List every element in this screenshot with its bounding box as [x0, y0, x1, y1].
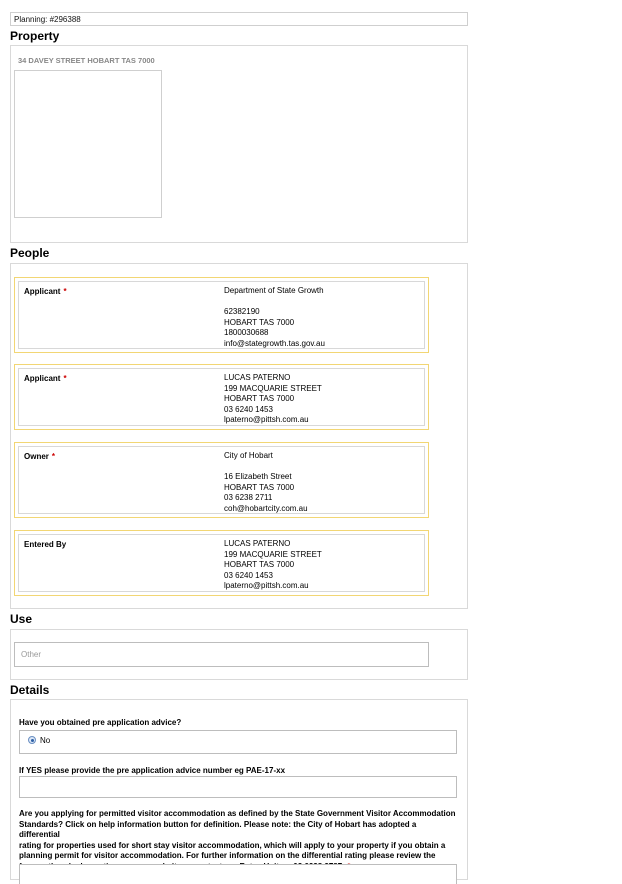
visitor-accommodation-input[interactable]	[19, 864, 457, 884]
person-details	[224, 451, 308, 514]
person-details	[224, 539, 322, 592]
use-placeholder: Other	[21, 650, 42, 659]
person-details	[224, 286, 325, 349]
required-marker: *	[63, 374, 67, 383]
person-role: Owner *	[24, 452, 56, 461]
pae-number-input[interactable]	[19, 776, 457, 798]
no-radio[interactable]	[28, 736, 36, 744]
person-line: 16 Elizabeth Street	[224, 472, 292, 481]
question-line: rating for properties used for short stay visitor accommodation, which will apply to your property if you obtain a	[19, 840, 446, 850]
person-line: City of Hobart	[224, 451, 273, 460]
person-role: Applicant *	[24, 287, 67, 296]
property-heading: Property	[10, 29, 60, 43]
no-radio-label[interactable]: No	[40, 736, 51, 745]
person-role: Entered By	[24, 540, 67, 549]
person-card-applicant-1[interactable]	[14, 277, 429, 353]
required-marker: *	[63, 287, 67, 296]
person-line: info@stategrowth.tas.gov.au	[224, 338, 325, 348]
person-line: HOBART TAS 7000	[224, 482, 295, 492]
person-card-owner[interactable]	[14, 442, 429, 518]
person-line	[224, 462, 308, 473]
required-marker: *	[51, 452, 56, 461]
person-line: Department of State Growth	[224, 286, 324, 295]
person-line: LUCAS PATERNO	[224, 539, 291, 548]
person-line: lpaterno@pittsh.com.au	[224, 581, 309, 590]
person-card-applicant-2[interactable]	[14, 364, 429, 430]
person-card-entered-by[interactable]	[14, 530, 429, 596]
person-line: LUCAS PATERNO	[224, 373, 291, 382]
person-line: 03 6240 1453	[224, 570, 273, 580]
person-line	[224, 297, 325, 308]
question-line: planning permit for visitor accommodation. For further information on the differential rating please review the	[19, 851, 436, 860]
person-line: lpaterno@pittsh.com.au	[224, 415, 309, 424]
person-line: 199 MACQUARIE STREET	[224, 383, 322, 393]
person-details	[224, 373, 322, 426]
planning-reference: Planning: #296388	[10, 12, 468, 26]
person-line: HOBART TAS 7000	[224, 394, 295, 403]
pae-number-label: If YES please provide the pre application advice number eg PAE-17-xx	[19, 766, 286, 775]
person-line: 03 6240 1453	[224, 404, 273, 414]
details-heading: Details	[10, 683, 50, 697]
person-line: 62382190	[224, 307, 260, 316]
person-line: coh@hobartcity.com.au	[224, 503, 308, 513]
question-line: Standards? Click on help information button for definition. Please note: the City of Hobart has adopted a differential	[19, 819, 417, 839]
person-line: HOBART TAS 7000	[224, 560, 295, 569]
use-select[interactable]	[14, 642, 429, 667]
visitor-accommodation-question	[19, 809, 459, 872]
people-heading: People	[10, 246, 50, 260]
pre-application-options	[19, 730, 457, 754]
property-map[interactable]	[14, 70, 162, 218]
property-address: 34 DAVEY STREET HOBART TAS 7000	[18, 56, 155, 65]
person-role: Applicant *	[24, 374, 67, 383]
person-line: HOBART TAS 7000	[224, 317, 295, 327]
person-line: 199 MACQUARIE STREET	[224, 549, 322, 559]
person-line: 03 6238 2711	[224, 493, 273, 502]
use-heading: Use	[10, 612, 33, 626]
question-line: Are you applying for permitted visitor accommodation as defined by the State Government Visitor Accommodation	[19, 809, 456, 818]
pre-application-question: Have you obtained pre application advice?	[19, 718, 182, 727]
person-line: 1800030688	[224, 328, 269, 337]
